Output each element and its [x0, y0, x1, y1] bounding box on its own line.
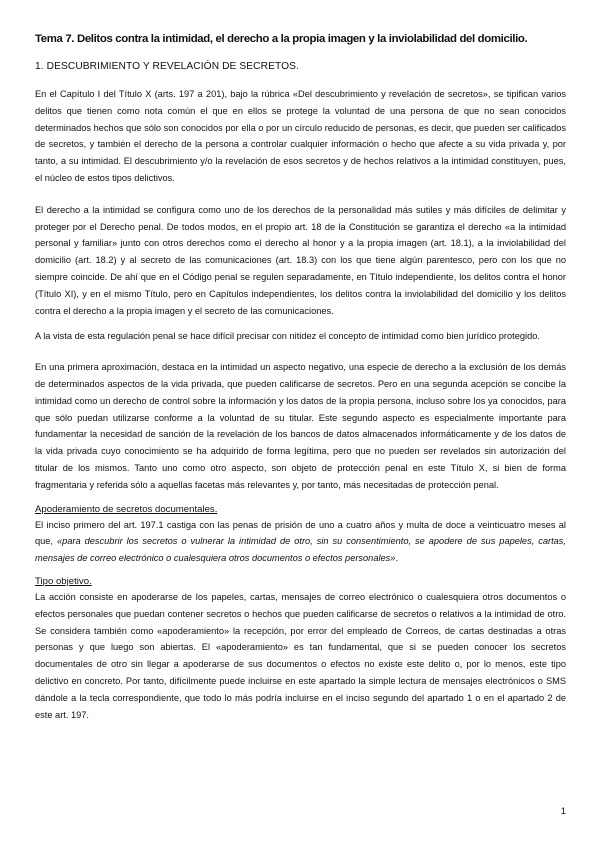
- document-title: Tema 7. Delitos contra la intimidad, el derecho a la propia imagen y la inviolabilidad del domicilio.: [35, 33, 528, 45]
- paragraph-apoderamiento: [35, 517, 566, 567]
- paragraph-3: A la vista de esta regulación penal se hace difícil precisar con nitidez el concepto de intimidad como bien jurídico protegido.: [35, 331, 540, 342]
- legal-quote: «para descubrir los secretos o vulnerar la intimidad de otro, sin su consentimiento, se apodere de sus papeles, cartas, mensajes de correo electrónico o cualesquiera otros documentos o efectos personales»: [35, 536, 566, 564]
- paragraph-apoderamiento-intro: El inciso primero del art. 197.1 castiga con las penas de prisión de uno a cuatro años y multa de doce a veinticuatro meses al que,: [35, 519, 566, 547]
- subsection-heading-tipo-objetivo: Tipo objetivo.: [35, 575, 92, 587]
- paragraph-4: En una primera aproximación, destaca en la intimidad un aspecto negativo, una especie de derecho a la exclusión de los demás de determinados aspectos de la vida privada, que pueden calificarse de secretos. Pero en una segunda acepción se concibe la intimidad como un derecho de control sobre la información y los datos de la propia persona, incluso sobre los ya conocidos, para que sólo puedan utilizarse conforme a la voluntad de su titular. Este segundo aspecto es especialmente importante para fundamentar la necesidad de sanción de la revelación de los bancos de datos almacenados informáticamente y de los datos de la vida privada cuyo conocimiento se ha adquirido de forma legítima, pero que no pueden ser revelados sin autorización del titular de los mismos. Tanto uno como otro aspecto, son objeto de protección penal en este Título X, si bien de forma fragmentaria y referida sólo a aquellas facetas más relevantes y, por tanto, más necesitadas de protección penal.: [35, 362, 566, 490]
- paragraph-apoderamiento-end: .: [395, 553, 399, 564]
- paragraph-1: En el Capítulo I del Título X (arts. 197 a 201), bajo la rúbrica «Del descubrimiento y revelación de secretos», se tipifican varios delitos que tienen como nota común el que en ellos se protege la voluntad de una persona de que no sean conocidos determinados hechos que sólo son conocidos por ella o por un círculo reducido de personas, es decir, que pueden ser calificados de secretos, y también el derecho de la persona a controlar cualquier información o hecho que afecte a su vida privada y, por tanto, a su intimidad. El descubrimiento y/o la revelación de esos secretos y de hechos relativos a la intimidad constituyen, pues, el núcleo de estos tipos delictivos.: [35, 89, 566, 183]
- page-number: 1: [560, 806, 566, 817]
- paragraph-2: El derecho a la intimidad se configura como uno de los derechos de la personalidad más sutiles y más difíciles de delimitar y proteger por el Derecho penal. De todos modos, en el propio art. 18 de la Constitución se garantiza el derecho «a la intimidad personal y familiar» junto con otros derechos como el derecho al honor y a la propia imagen (art. 18.1), a la inviolabilidad del domicilio (art. 18.2) y al secreto de las comunicaciones (art. 18.3) con los que tiene algún parentesco, pero con los que no siempre coincide. De ahí que en el Código penal se regulen separadamente, en Título independiente, los delitos contra el honor (Título XI), y en el mismo Título, pero en Capítulos independientes, los delitos contra la inviolabilidad del domicilio y los delitos contra el derecho a la propia imagen y el secreto de las comunicaciones.: [35, 204, 566, 316]
- paragraph-tipo-objetivo: La acción consiste en apoderarse de los papeles, cartas, mensajes de correo electrónico o cualesquiera otros documentos o efectos personales que puedan contener secretos o hechos que pueden calificarse de secretos o relativos a la intimidad de otro. Se considera también como «apoderamiento» la recepción, por error del empleado de Correos, de cartas destinadas a otras personas y que luego son abiertas. El «apoderamiento» es tan fundamental, que si se pueden conocer los secretos documentales de otro sin llegar a apoderarse de sus documentos o efectos no existe este delito o, por lo menos, este tipo delictivo en concreto. Por tanto, difícilmente puede incluirse en este apartado la simple lectura de mensajes electrónicos o SMS dándole a la tecla correspondiente, que todo lo más podría incluirse en el inciso segundo del apartado 1 o en el apartado 2 de este art. 197.: [35, 591, 566, 720]
- subsection-heading-apoderamiento: Apoderamiento de secretos documentales.: [35, 503, 218, 515]
- section-heading: 1. DESCUBRIMIENTO Y REVELACIÓN DE SECRETOS.: [35, 61, 299, 72]
